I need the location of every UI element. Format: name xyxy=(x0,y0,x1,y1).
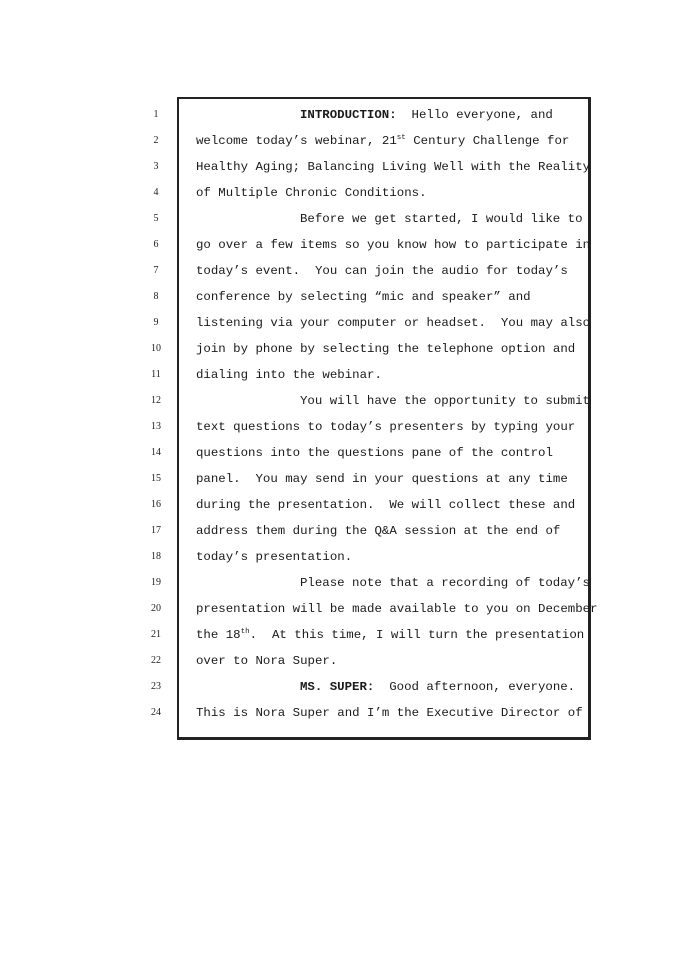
transcript-line: during the presentation. We will collect these and xyxy=(196,498,576,512)
transcript-line xyxy=(300,680,575,694)
line-number: 20 xyxy=(151,603,161,614)
line-number: 1 xyxy=(153,109,159,120)
line-number: 19 xyxy=(151,577,161,588)
line-number: 12 xyxy=(151,395,161,406)
line-number: 24 xyxy=(151,707,161,718)
line-number: 14 xyxy=(151,447,161,458)
line-number: 5 xyxy=(153,213,159,224)
line-number: 2 xyxy=(153,135,159,146)
speaker-label: INTRODUCTION: xyxy=(300,108,397,122)
transcript-line: presentation will be made available to you on December xyxy=(196,602,598,616)
transcript-line: go over a few items so you know how to participate in xyxy=(196,238,591,252)
line-text: Good afternoon, everyone. xyxy=(374,680,576,694)
transcript-line: listening via your computer or headset. You may also xyxy=(196,316,591,330)
transcript-line: over to Nora Super. xyxy=(196,654,338,668)
transcript-line: today’s event. You can join the audio for today’s xyxy=(196,264,568,278)
transcript-line: text questions to today’s presenters by typing your xyxy=(196,420,576,434)
transcript-line: dialing into the webinar. xyxy=(196,368,382,382)
line-number: 22 xyxy=(151,655,161,666)
transcript-line: address them during the Q&A session at the end of xyxy=(196,524,561,538)
transcript-line: This is Nora Super and I’m the Executive Director of xyxy=(196,706,583,720)
line-number: 13 xyxy=(151,421,161,432)
transcript-line: Please note that a recording of today’s xyxy=(300,576,590,590)
transcript-line: panel. You may send in your questions at any time xyxy=(196,472,568,486)
transcript-line: of Multiple Chronic Conditions. xyxy=(196,186,427,200)
transcript-line xyxy=(196,628,584,642)
ordinal-superscript: th xyxy=(240,628,250,636)
line-number: 18 xyxy=(151,551,161,562)
line-text: welcome today’s webinar, 21 xyxy=(196,134,397,148)
transcript-line: Healthy Aging; Balancing Living Well with the Reality xyxy=(196,160,591,174)
line-number: 11 xyxy=(151,369,161,380)
line-number: 7 xyxy=(153,265,159,276)
line-text: the 18 xyxy=(196,628,241,642)
line-number: 21 xyxy=(151,629,161,640)
speaker-label: MS. SUPER: xyxy=(300,680,375,694)
transcript-line: questions into the questions pane of the control xyxy=(196,446,553,460)
line-number: 16 xyxy=(151,499,161,510)
line-number: 17 xyxy=(151,525,161,536)
line-number: 4 xyxy=(153,187,159,198)
ordinal-superscript: st xyxy=(396,134,406,142)
line-text: . At this time, I will turn the presentation xyxy=(249,628,585,642)
line-number: 6 xyxy=(153,239,159,250)
line-number: 9 xyxy=(153,317,159,328)
transcript-line: Before we get started, I would like to xyxy=(300,212,583,226)
line-number: 15 xyxy=(151,473,161,484)
line-text: Century Challenge for xyxy=(405,134,570,148)
line-number: 10 xyxy=(151,343,161,354)
transcript-line: join by phone by selecting the telephone option and xyxy=(196,342,576,356)
line-number: 3 xyxy=(153,161,159,172)
line-text: Hello everyone, and xyxy=(396,108,553,122)
transcript-line: today’s presentation. xyxy=(196,550,353,564)
transcript-line: You will have the opportunity to submit xyxy=(300,394,590,408)
transcript-line xyxy=(196,134,569,148)
line-number: 8 xyxy=(153,291,159,302)
transcript-line xyxy=(300,108,553,122)
transcript-line: conference by selecting “mic and speaker” and xyxy=(196,290,531,304)
line-number: 23 xyxy=(151,681,161,692)
